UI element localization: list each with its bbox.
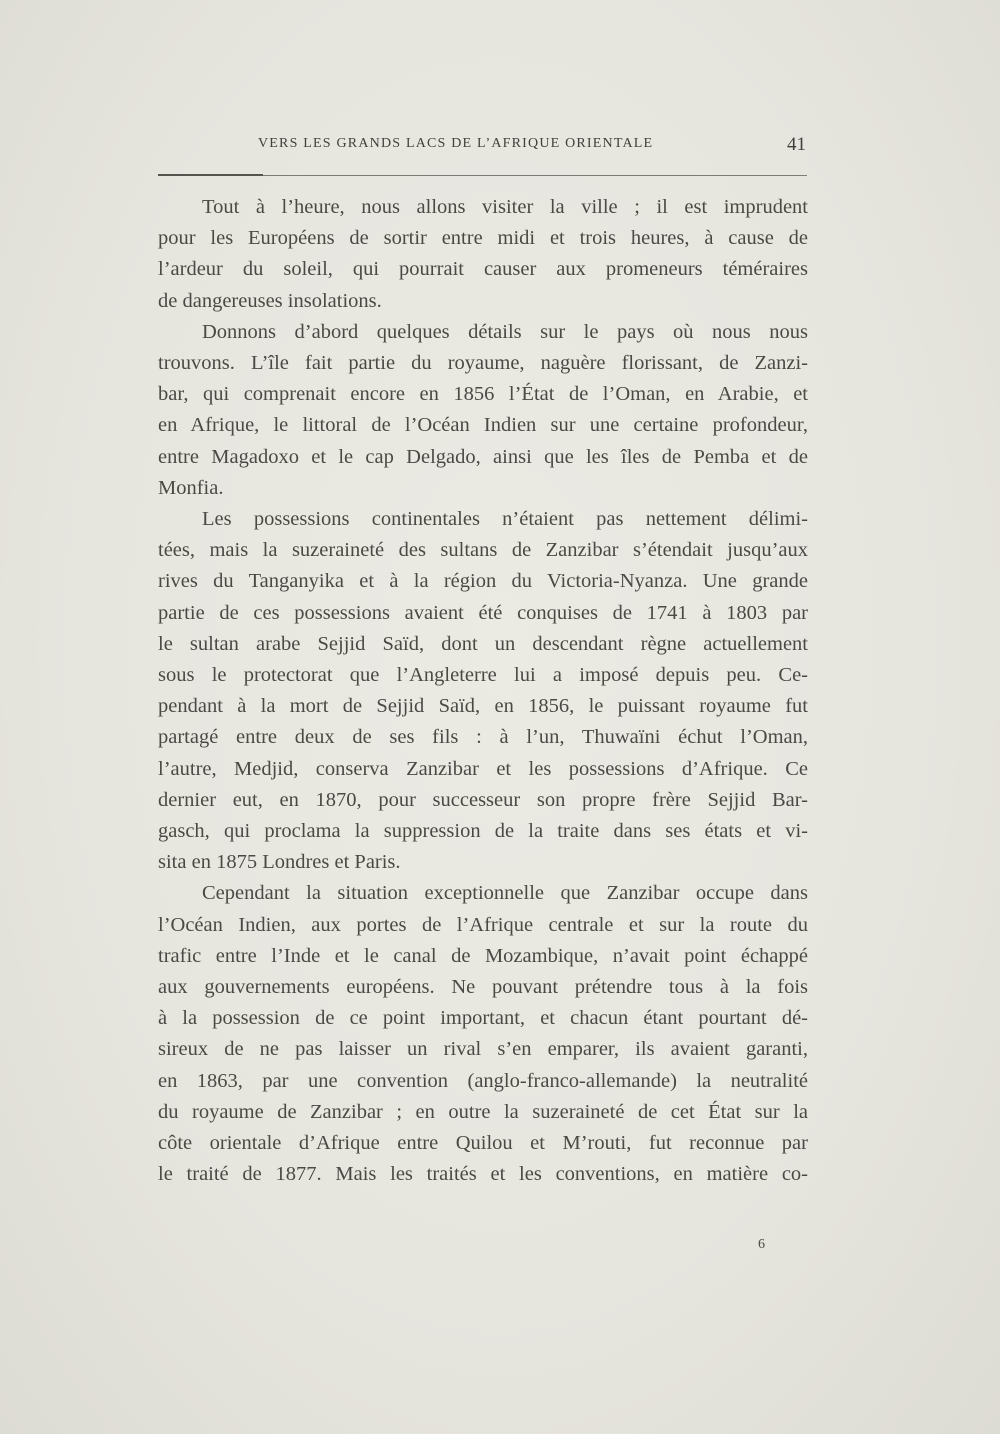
text-line: sous le protectorat que l’Angleterre lui a imposé depuis peu. Ce- xyxy=(158,664,808,687)
paragraph xyxy=(158,878,808,1190)
text-line: sita en 1875 Londres et Paris. xyxy=(158,851,401,874)
paragraph xyxy=(158,192,808,317)
text-line: tées, mais la suzeraineté des sultans de Zanzibar s’étendait jusqu’aux xyxy=(158,539,808,562)
text-line: dernier eut, en 1870, pour successeur son propre frère Sejjid Bar- xyxy=(158,788,808,811)
text-line: Tout à l’heure, nous allons visiter la ville ; il est imprudent xyxy=(202,196,808,218)
text-line: pour les Européens de sortir entre midi et trois heures, à cause de xyxy=(158,227,808,250)
text-line: entre Magadoxo et le cap Delgado, ainsi que les îles de Pemba et de xyxy=(158,445,808,468)
text-line: côte orientale d’Afrique entre Quilou et M’routi, fut reconnue par xyxy=(158,1132,808,1155)
text-line: partagé entre deux de ses fils : à l’un, Thuwaïni échut l’Oman, xyxy=(158,726,808,749)
running-head xyxy=(160,134,808,158)
text-line: trafic entre l’Inde et le canal de Mozambique, n’avait point échappé xyxy=(158,944,808,967)
text-line: en 1863, par une convention (anglo-franco-allemande) la neutralité xyxy=(158,1069,808,1092)
text-line: trouvons. L’île fait partie du royaume, naguère florissant, de Zanzi- xyxy=(158,352,808,375)
text-line: rives du Tanganyika et à la région du Victoria-Nyanza. Une grande xyxy=(158,570,808,593)
text-line: Les possessions continentales n’étaient pas nettement délimi- xyxy=(202,508,808,531)
text-line: gasch, qui proclama la suppression de la traite dans ses états et vi- xyxy=(158,820,808,843)
paragraph xyxy=(158,504,808,878)
text-line: de dangereuses insolations. xyxy=(158,289,382,312)
text-line: Monfia. xyxy=(158,476,224,499)
body-text xyxy=(158,192,808,1191)
text-line: le traité de 1877. Mais les traités et les conventions, en matière co- xyxy=(158,1163,808,1186)
header-rule-accent xyxy=(158,174,263,176)
text-line: partie de ces possessions avaient été conquises de 1741 à 1803 par xyxy=(158,601,808,624)
text-line: Cependant la situation exceptionnelle que Zanzibar occupe dans xyxy=(202,882,808,905)
running-title: VERS LES GRANDS LACS DE L’AFRIQUE ORIENTALE xyxy=(258,136,654,151)
text-line: l’autre, Medjid, conserva Zanzibar et les possessions d’Afrique. Ce xyxy=(158,757,808,780)
text-line: aux gouvernements européens. Ne pouvant prétendre tous à la fois xyxy=(158,976,808,999)
paragraph xyxy=(158,317,808,504)
text-line: du royaume de Zanzibar ; en outre la suzeraineté de cet État sur la xyxy=(158,1100,808,1123)
text-line: à la possession de ce point important, et chacun étant pourtant dé- xyxy=(158,1007,808,1030)
signature-mark: 6 xyxy=(758,1237,765,1252)
text-line: le sultan arabe Sejjid Saïd, dont un descendant règne actuellement xyxy=(158,632,808,655)
text-line: pendant à la mort de Sejjid Saïd, en 1856, le puissant royaume fut xyxy=(158,695,808,718)
page-number: 41 xyxy=(787,134,806,155)
text-line: bar, qui comprenait encore en 1856 l’État de l’Oman, en Arabie, et xyxy=(158,383,808,406)
text-line: en Afrique, le littoral de l’Océan Indien sur une certaine profondeur, xyxy=(158,414,808,437)
text-line: l’Océan Indien, aux portes de l’Afrique centrale et sur la route du xyxy=(158,913,808,936)
text-line: sireux de ne pas laisser un rival s’en emparer, ils avaient garanti, xyxy=(158,1038,808,1061)
text-line: l’ardeur du soleil, qui pourrait causer aux promeneurs téméraires xyxy=(158,258,808,281)
text-line: Donnons d’abord quelques détails sur le pays où nous nous xyxy=(202,320,808,343)
